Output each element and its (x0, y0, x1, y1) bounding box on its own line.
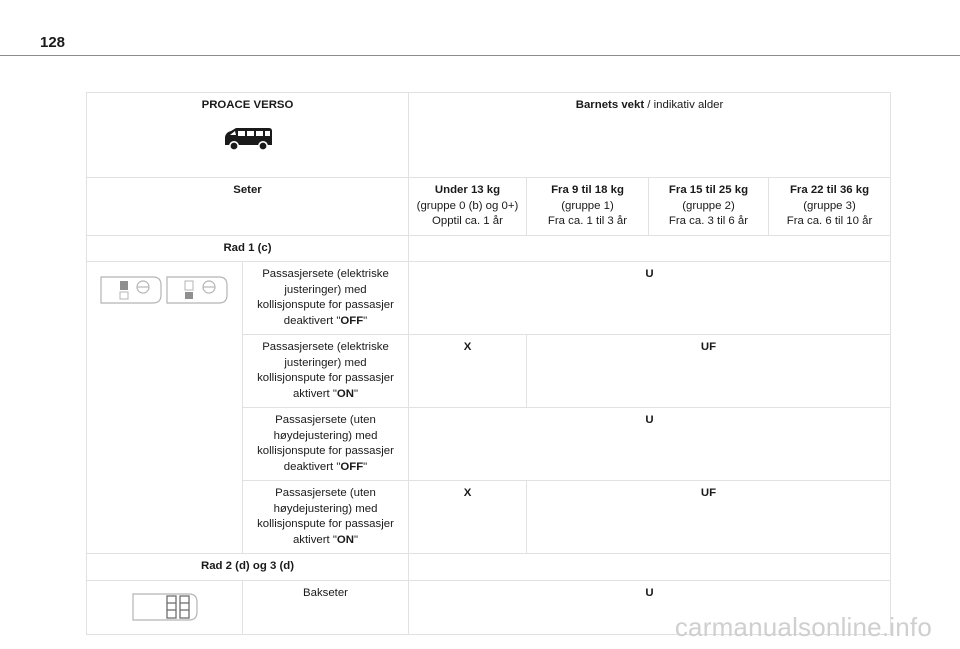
rear-seats-top-icon (91, 590, 238, 630)
group-age: Fra ca. 6 til 10 år (786, 215, 873, 227)
value-symbol: UF (700, 487, 717, 499)
seat-description (243, 481, 409, 554)
watermark: carmanualsonline.info (674, 612, 932, 642)
desc-line (247, 387, 404, 403)
desc-line: høydejustering) med (273, 429, 378, 442)
airbag-state: OFF (340, 460, 364, 473)
desc-text: " (353, 533, 359, 546)
airbag-state: OFF (340, 314, 364, 327)
desc-text: " (353, 387, 359, 400)
group-label: (gruppe 1) (561, 199, 614, 212)
weight-groups-row (87, 178, 891, 236)
model-cell (87, 93, 409, 178)
group-label: (gruppe 3) (803, 199, 856, 212)
group-age: Fra ca. 3 til 6 år (668, 215, 749, 227)
value-symbol: UF (700, 341, 717, 353)
desc-line: Passasjersete (elektriske (262, 341, 389, 353)
front-seat-diagram-cell (87, 262, 243, 554)
desc-line: kollisjonspute for passasjer (257, 445, 394, 457)
row-23-header (87, 554, 891, 581)
group-cell (409, 178, 527, 236)
desc-line: høydejustering) med (273, 502, 378, 515)
group-weight: Under 13 kg (434, 184, 501, 196)
rear-seat-diagram-cell (87, 580, 243, 635)
suitability-value (527, 481, 891, 554)
front-seat-top-icon (91, 273, 238, 313)
suitability-value (409, 262, 891, 335)
desc-line (247, 460, 404, 476)
desc-line: justeringer) med (284, 283, 367, 296)
weight-header-rest: / indikativ alder (644, 99, 724, 111)
desc-line: justeringer) med (284, 356, 367, 369)
group-age: Opptil ca. 1 år (432, 215, 503, 227)
group-weight: Fra 22 til 36 kg (789, 184, 870, 196)
desc-line: kollisjonspute for passasjer (257, 518, 394, 530)
desc-text: " (363, 314, 368, 327)
weight-header-bold: Barnets vekt (575, 99, 645, 111)
row-1-header (87, 235, 891, 262)
desc-text: aktivert " (292, 533, 337, 546)
header-divider (0, 55, 960, 56)
seat-description (243, 335, 409, 408)
back-seats-label: Bakseter (243, 580, 409, 635)
van-side-icon (91, 126, 404, 158)
seat-description (243, 408, 409, 481)
airbag-state: ON (336, 533, 354, 546)
desc-line: Passasjersete (uten (275, 487, 376, 499)
row-23-label: Rad 2 (d) og 3 (d) (87, 554, 409, 581)
group-cell (649, 178, 769, 236)
row-1-label: Rad 1 (c) (87, 235, 409, 262)
desc-text: deaktivert " (283, 460, 341, 473)
desc-text: deaktivert " (283, 314, 341, 327)
page-number: 128 (40, 34, 66, 51)
table-header-row (87, 93, 891, 178)
value-symbol: U (645, 586, 654, 599)
suitability-value (527, 335, 891, 408)
desc-line (247, 533, 404, 549)
model-name: PROACE VERSO (201, 99, 294, 111)
desc-line (247, 314, 404, 330)
suitability-value (409, 408, 891, 481)
seat-description (243, 262, 409, 335)
value-symbol: X (463, 487, 472, 499)
desc-line: Passasjersete (elektriske (262, 268, 389, 280)
seats-label: Seter (87, 178, 409, 236)
child-seat-table (86, 92, 891, 635)
group-cell (527, 178, 649, 236)
desc-text: " (363, 460, 368, 473)
desc-line: kollisjonspute for passasjer (257, 372, 394, 384)
group-cell (769, 178, 891, 236)
empty-cell (409, 554, 891, 581)
value-symbol: U (645, 414, 654, 426)
group-weight: Fra 9 til 18 kg (551, 184, 624, 196)
seat-row (87, 262, 891, 335)
desc-line: Passasjersete (uten (275, 414, 376, 426)
weight-header-cell (409, 93, 891, 178)
value-symbol: U (645, 268, 654, 280)
value-symbol: X (463, 341, 472, 353)
suitability-value (409, 335, 527, 408)
desc-line: kollisjonspute for passasjer (257, 299, 394, 311)
group-age: Fra ca. 1 til 3 år (547, 215, 628, 227)
empty-cell (409, 235, 891, 262)
group-label: (gruppe 2) (682, 199, 735, 212)
desc-text: aktivert " (292, 387, 337, 400)
group-label: (gruppe 0 (b) og 0+) (416, 199, 519, 212)
airbag-state: ON (336, 387, 354, 400)
group-weight: Fra 15 til 25 kg (668, 184, 749, 196)
suitability-value (409, 481, 527, 554)
